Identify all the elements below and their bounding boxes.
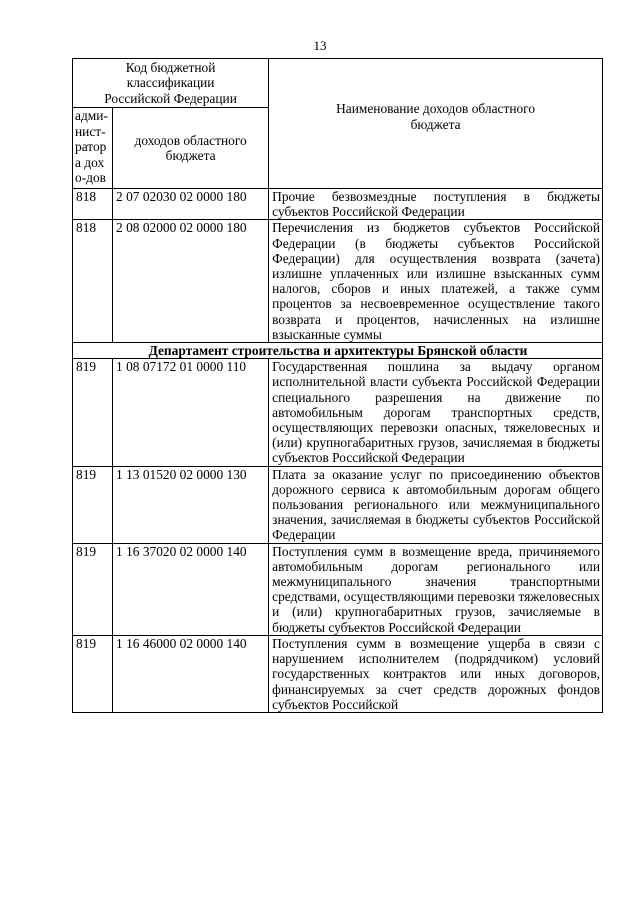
table-row (73, 635, 603, 712)
budget-code-cell: 1 16 37020 02 0000 140 (113, 543, 269, 635)
page-number: 13 (313, 38, 327, 53)
income-column-header: доходов областного бюджета (113, 108, 269, 189)
budget-code-cell: 2 07 02030 02 0000 180 (113, 189, 269, 220)
admin-code-cell: 818 (73, 220, 113, 343)
table-row (73, 220, 603, 343)
name-column-header: Наименование доходов областного бюджета (269, 59, 603, 189)
budget-code-cell: 2 08 02000 02 0000 180 (113, 220, 269, 343)
table-row (73, 359, 603, 466)
budget-code-cell: 1 16 46000 02 0000 140 (113, 635, 269, 712)
admin-code-cell: 819 (73, 466, 113, 543)
admin-code-cell: 819 (73, 635, 113, 712)
budget-revenue-table (72, 58, 603, 713)
admin-code-cell: 819 (73, 543, 113, 635)
administrator-column-header: адми-нист-ратора дохо-дов (73, 108, 113, 189)
table-row (73, 189, 603, 220)
table-header-row (73, 59, 603, 108)
admin-code-cell: 819 (73, 359, 113, 466)
table-row (73, 466, 603, 543)
department-row (73, 343, 603, 359)
revenue-name-cell: Поступления сумм в возмещение вреда, причиняемого автомобильным дорогам регионального или межмуниципального значения транспортными средствами, осуществляющими перевозки тяжеловесных и (или) крупногабаритных грузов, зачисляемые в бюджеты субъектов Российской Федерации (269, 543, 603, 635)
budget-code-cell: 1 08 07172 01 0000 110 (113, 359, 269, 466)
revenue-name-cell: Государственная пошлина за выдачу органом исполнительной власти субъекта Российской Федерации специального разрешения на движение по автомобильным дорогам транспортных средств, осуществляющих перевозки опасных, тяжеловесных и (или) крупногабаритных грузов, зачисляемая в бюджеты субъектов Российской Федерации (269, 359, 603, 466)
department-title: Департамент строительства и архитектуры Брянской области (73, 343, 603, 359)
table-row (73, 543, 603, 635)
revenue-name-cell: Прочие безвозмездные поступления в бюджеты субъектов Российской Федерации (269, 189, 603, 220)
revenue-name-cell: Поступления сумм в возмещение ущерба в связи с нарушением исполнителем (подрядчиком) условий государственных контрактов или иных договоров, финансируемых за счет средств дорожных фондов субъектов Российской (269, 635, 603, 712)
revenue-name-cell: Перечисления из бюджетов субъектов Российской Федерации (в бюджеты субъектов Российской Федерации) для осуществления возврата (зачета) излишне уплаченных или излишне взысканных сумм налогов, сборов и иных платежей, а также сумм процентов за несвоевременное осуществление такого возврата и процентов, начисленных на излишне взысканные суммы (269, 220, 603, 343)
code-group-header: Код бюджетной классификации Российской Федерации (73, 59, 269, 108)
revenue-name-cell: Плата за оказание услуг по присоединению объектов дорожного сервиса к автомобильным дорогам общего пользования регионального или межмуниципального значения, зачисляемая в бюджеты субъектов Российской Федерации (269, 466, 603, 543)
admin-code-cell: 818 (73, 189, 113, 220)
budget-code-cell: 1 13 01520 02 0000 130 (113, 466, 269, 543)
